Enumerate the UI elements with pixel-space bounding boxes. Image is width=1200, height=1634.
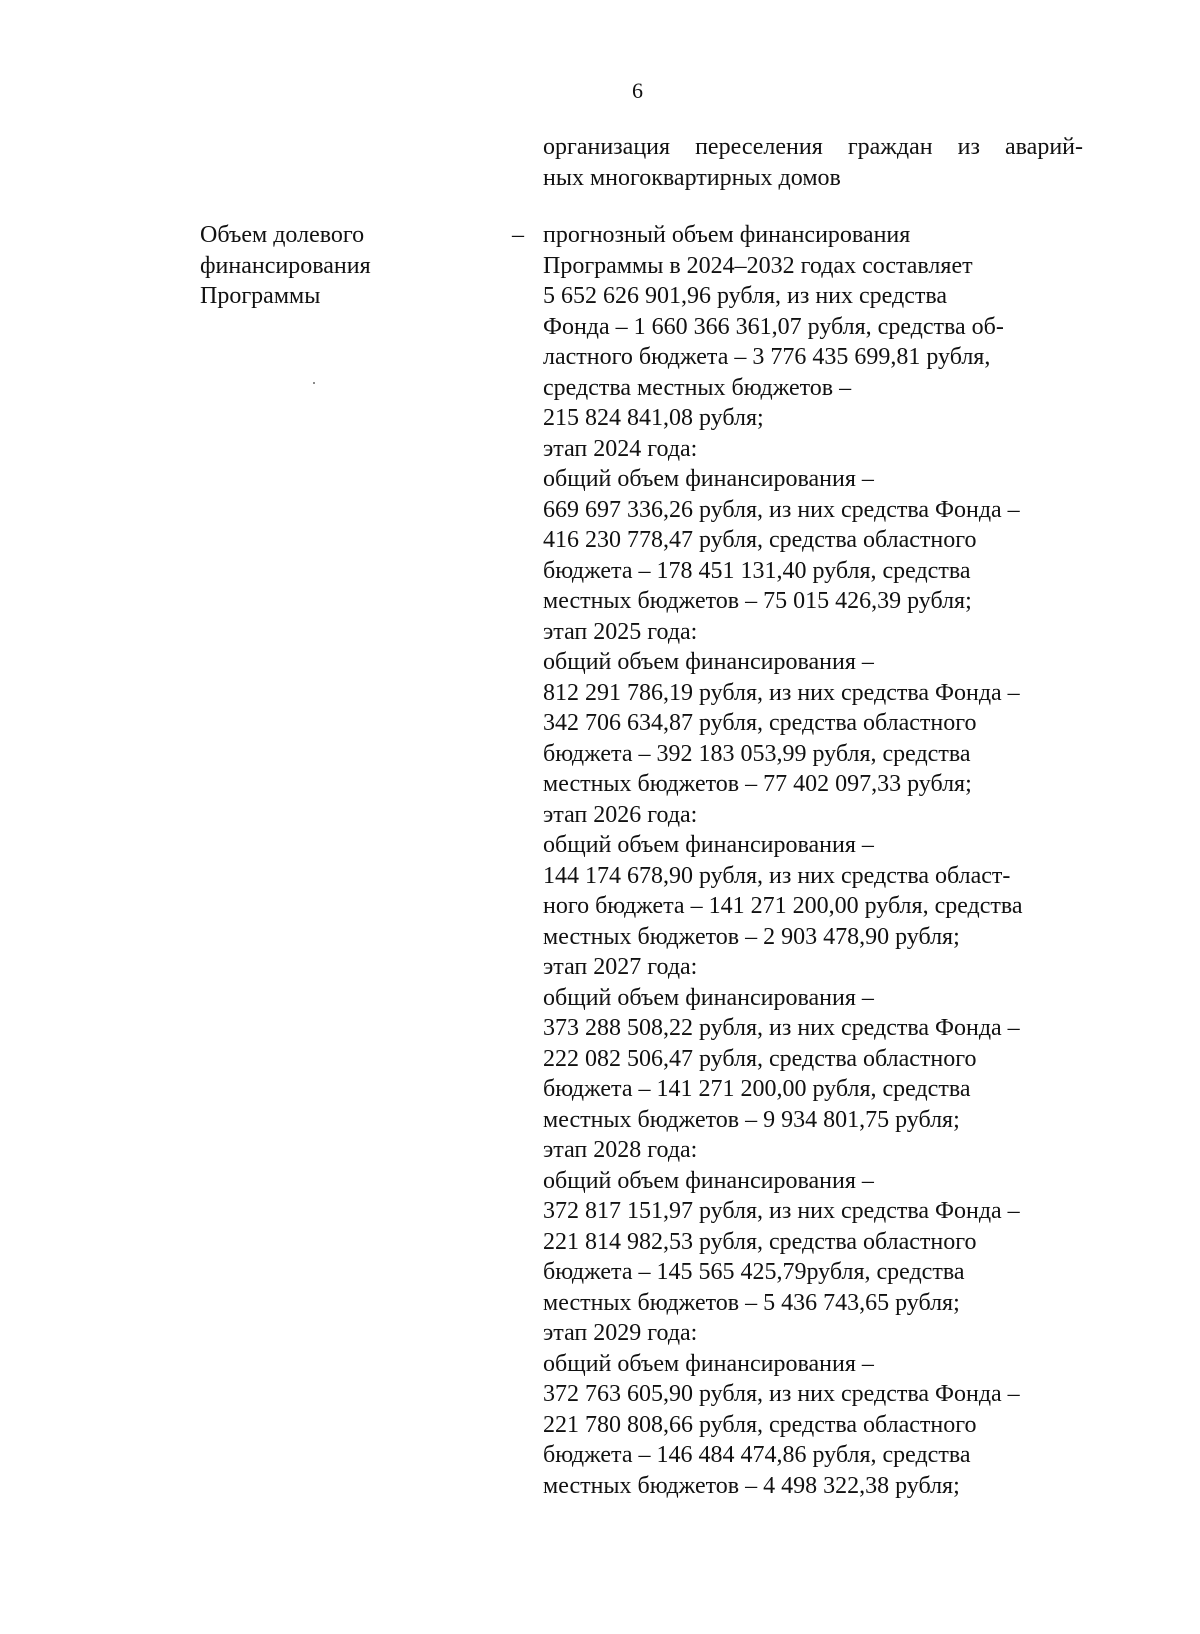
content-line: 222 082 506,47 рубля, средства областного xyxy=(543,1045,977,1072)
financing-label xyxy=(200,220,460,312)
content-line: бюджета – 146 484 474,86 рубля, средства xyxy=(543,1442,971,1468)
page-number: 6 xyxy=(632,78,643,103)
content-line: 373 288 508,22 рубля, из них средства Фонда – xyxy=(543,1015,1020,1041)
content-line: ластного бюджета – 3 776 435 699,81 рубля, xyxy=(543,344,991,370)
intro-line: организация переселения граждан из аварий- xyxy=(543,134,1083,160)
content-line: местных бюджетов – 75 015 426,39 рубля; xyxy=(543,588,972,614)
content-line: 221 814 982,53 рубля, средства областного xyxy=(543,1228,977,1255)
content-line: 215 824 841,08 рубля; xyxy=(543,405,764,431)
label-line: финансирования xyxy=(200,252,371,279)
content-line: местных бюджетов – 2 903 478,90 рубля; xyxy=(543,923,960,950)
content-line: местных бюджетов – 5 436 743,65 рубля; xyxy=(543,1289,960,1316)
scan-speck xyxy=(313,382,315,384)
content-line: прогнозный объем финансирования xyxy=(543,222,911,248)
content-line: 416 230 778,47 рубля, средства областного xyxy=(543,527,977,553)
label-line: Программы xyxy=(200,283,321,309)
content-line: общий объем финансирования – xyxy=(543,984,874,1011)
content-line: общий объем финансирования – xyxy=(543,1350,874,1377)
content-line: этап 2024 года: xyxy=(543,435,698,462)
content-line: общий объем финансирования – xyxy=(543,832,874,858)
content-line: 221 780 808,66 рубля, средства областного xyxy=(543,1411,977,1438)
intro-text xyxy=(543,132,1083,193)
content-line: бюджета – 145 565 425,79рубля, средства xyxy=(543,1259,965,1285)
content-line: местных бюджетов – 4 498 322,38 рубля; xyxy=(543,1472,960,1499)
content-line: 669 697 336,26 рубля, из них средства Фонда – xyxy=(543,496,1020,523)
content-line: бюджета – 141 271 200,00 рубля, средства xyxy=(543,1076,971,1102)
content-line: Программы в 2024–2032 годах составляет xyxy=(543,252,973,279)
content-line: 372 817 151,97 рубля, из них средства Фонда – xyxy=(543,1198,1020,1224)
content-line: ного бюджета – 141 271 200,00 рубля, средства xyxy=(543,893,1023,919)
content-line: средства местных бюджетов – xyxy=(543,374,852,401)
content-line: общий объем финансирования – xyxy=(543,1167,874,1194)
content-line: местных бюджетов – 9 934 801,75 рубля; xyxy=(543,1106,960,1133)
content-line: этап 2025 года: xyxy=(543,618,698,645)
content-line: 342 706 634,87 рубля, средства областного xyxy=(543,710,977,736)
content-line: 144 174 678,90 рубля, из них средства област- xyxy=(543,862,1011,889)
content-line: 5 652 626 901,96 рубля, из них средства xyxy=(543,283,948,309)
content-line: общий объем финансирования – xyxy=(543,649,874,675)
content-line: 812 291 786,19 рубля, из них средства Фонда – xyxy=(543,679,1020,706)
content-line: бюджета – 178 451 131,40 рубля, средства xyxy=(543,557,971,584)
intro-line: ных многоквартирных домов xyxy=(543,164,841,191)
content-line: этап 2026 года: xyxy=(543,801,698,828)
content-line: этап 2027 года: xyxy=(543,954,698,980)
content-line: 372 763 605,90 рубля, из них средства Фонда – xyxy=(543,1381,1020,1407)
financing-content xyxy=(543,220,1103,1501)
label-line: Объем долевого xyxy=(200,222,365,248)
content-line: Фонда – 1 660 366 361,07 рубля, средства об- xyxy=(543,313,1004,340)
content-line: этап 2028 года: xyxy=(543,1137,698,1163)
label-dash: – xyxy=(512,222,524,248)
content-line: этап 2029 года: xyxy=(543,1320,698,1346)
content-line: бюджета – 392 183 053,99 рубля, средства xyxy=(543,740,971,767)
content-line: местных бюджетов – 77 402 097,33 рубля; xyxy=(543,771,972,797)
content-line: общий объем финансирования – xyxy=(543,466,874,492)
